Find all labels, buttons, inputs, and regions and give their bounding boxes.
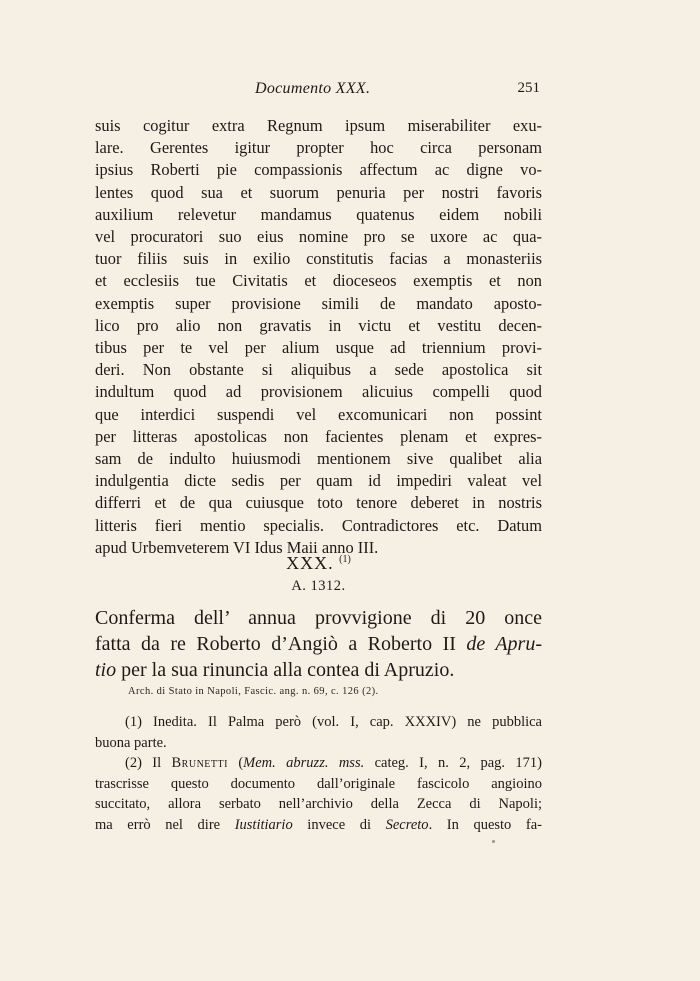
footnote-text: (2) Il [125,755,172,771]
summary-line [95,657,542,683]
document-number [95,553,542,574]
paper-speck [492,840,495,843]
footnote-line: trascrisse questo documento dall’originale fascicolo angioino [95,775,542,792]
summary-line: Conferma dell’ annua provvigione di 20 once [95,607,542,629]
body-line: tibus per te vel per alium usque ad triennium provi- [95,338,542,358]
page-number: 251 [517,80,540,96]
archival-source: Arch. di Stato in Napoli, Fascic. ang. n. 69, c. 126 (2). [128,686,379,697]
body-line: auxilium relevetur mandamus quatenus eidem nobili [95,204,542,224]
footnote-line: succitato, allora serbato nell’archivio della Zecca di Napoli; [95,796,542,812]
body-line: et ecclesiis tue Civitatis et dioceseos exemptis et non [95,271,542,291]
footnote-line: buona parte. [95,734,167,751]
footnote-text: . In questo fa- [428,816,542,833]
body-line: tuor filiis suis in exilio constitutis facias a monasteriis [95,249,542,269]
work-title: Mem. abruzz. mss. [243,755,365,771]
body-line: lico pro alio non gravatis in victu et vestitu decen- [95,315,542,335]
footnote-text: ma errò nel dire [95,816,235,833]
footnote-text: ( [227,755,244,771]
footnote-text: categ. I, n. 2, pag. 171) [364,755,542,771]
summary-text: fatta da re Roberto d’Angiò a Roberto II [95,633,467,655]
footnote-reference: (1) [339,554,351,565]
summary-text: per la sua rinuncia alla contea di Apruzio. [116,659,455,681]
footnote-text: invece di [292,816,386,833]
body-line: lare. Gerentes igitur propter hoc circa personam [95,138,542,158]
body-line: apud Urbemveterem VI Idus Maii anno III. [95,537,379,557]
body-line: suis cogitur extra Regnum ipsum miserabiliter exu- [95,116,542,135]
body-line: indulgentia dicte sedis per quam id impediri valeat vel [95,471,542,491]
document-summary [95,605,542,683]
summary-italic: de Apru- [466,633,542,655]
footnote-line: (1) Inedita. Il Palma però (vol. I, cap. XXXIV) ne pubblica [125,714,542,730]
body-line: sam de indulto huiusmodi mentionem sive qualibet alia [95,449,542,469]
footnote-line [95,815,542,836]
body-line: que interdici suspendi vel excomunicari non possint [95,404,542,424]
body-line: exemptis super provisione simili de mandato aposto- [95,293,542,313]
body-line: differri et de qua cuiusque toto tenore deberet in nostris [95,493,542,513]
document-number-text: XXX. [286,553,334,573]
body-line: lentes quod sua et suorum penuria per nostri favoris [95,182,542,202]
summary-italic: tio [95,659,117,681]
body-line: ipsius Roberti pie compassionis affectum ac digne vo- [95,160,542,180]
summary-line [95,631,542,657]
footnotes [95,712,542,835]
body-line: per litteras apostolicas non facientes plenam et expres- [95,426,542,446]
body-line: vel procuratori suo eius nomine pro se uxore ac qua- [95,227,542,247]
body-line: deri. Non obstante si aliquibus a sede apostolica sit [95,360,542,380]
body-line: litteris fieri mentio specialis. Contradictores etc. Datum [95,515,542,535]
author-name: Brunetti [171,755,228,771]
document-date: A. 1312. [291,578,346,594]
body-text [95,115,542,559]
running-title: Documento XXX. [255,80,371,97]
footnote-italic: Iustitiario [234,816,293,833]
running-head [95,80,540,102]
footnote-line [95,753,542,774]
body-line: indultum quod ad provisionem alicuius compelli quod [95,382,542,402]
footnote-italic: Secreto [385,816,429,833]
